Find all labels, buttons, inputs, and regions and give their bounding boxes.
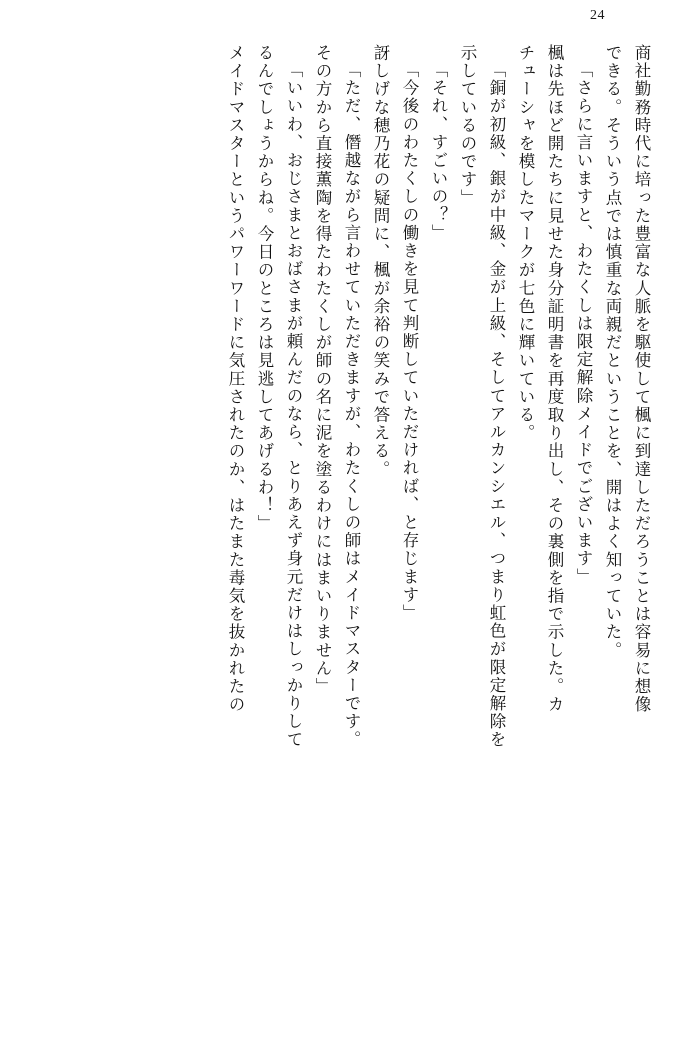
text-column: 示しているのです」 (458, 44, 477, 207)
page-number: 24 (590, 8, 605, 23)
text-column: 「さらに言いますと、わたくしは限定解除メイドでございます」 (574, 61, 593, 586)
text-column: できる。そういう点では慎重な両親だということを、開はよく知っていた。 (603, 44, 622, 660)
text-column: 訝しげな穂乃花の疑問に、楓が余裕の笑みで答える。 (371, 44, 390, 479)
text-column: メイドマスターというパワーワードに気圧されたのか、はたまた毒気を抜かれたの (226, 44, 245, 714)
text-column: 楓は先ほど開たちに見せた身分証明書を再度取り出し、その裏側を指で示した。カ (545, 44, 564, 714)
text-column: 「今後のわたくしの働きを見て判断していただければ、と存じます」 (400, 61, 419, 623)
text-column: チューシャを模したマークが七色に輝いている。 (516, 44, 535, 443)
text-column: 「それ、すごいの？」 (429, 61, 448, 242)
text-column: 「いいわ、おじさまとおばさまが頼んだのなら、とりあえず身元だけはしっかりして (284, 61, 303, 749)
text-column: 「ただ、僭越ながら言わせていただきますが、わたくしの師はメイドマスターです。 (342, 61, 361, 749)
text-column: 「銅が初級、銀が中級、金が上級、そしてアルカンシエル、つまり虹色が限定解除を (487, 61, 506, 749)
vertical-text-body (44, 44, 649, 994)
text-column: 商社勤務時代に培った豊富な人脈を駆使して楓に到達しただろうことは容易に想像 (632, 44, 651, 714)
text-column: その方から直接薫陶を得たわたくしが師の名に泥を塗るわけにはまいりません」 (313, 44, 332, 696)
text-column: るんでしょうからね。今日のところは見逃してあげるわ！」 (255, 44, 274, 533)
